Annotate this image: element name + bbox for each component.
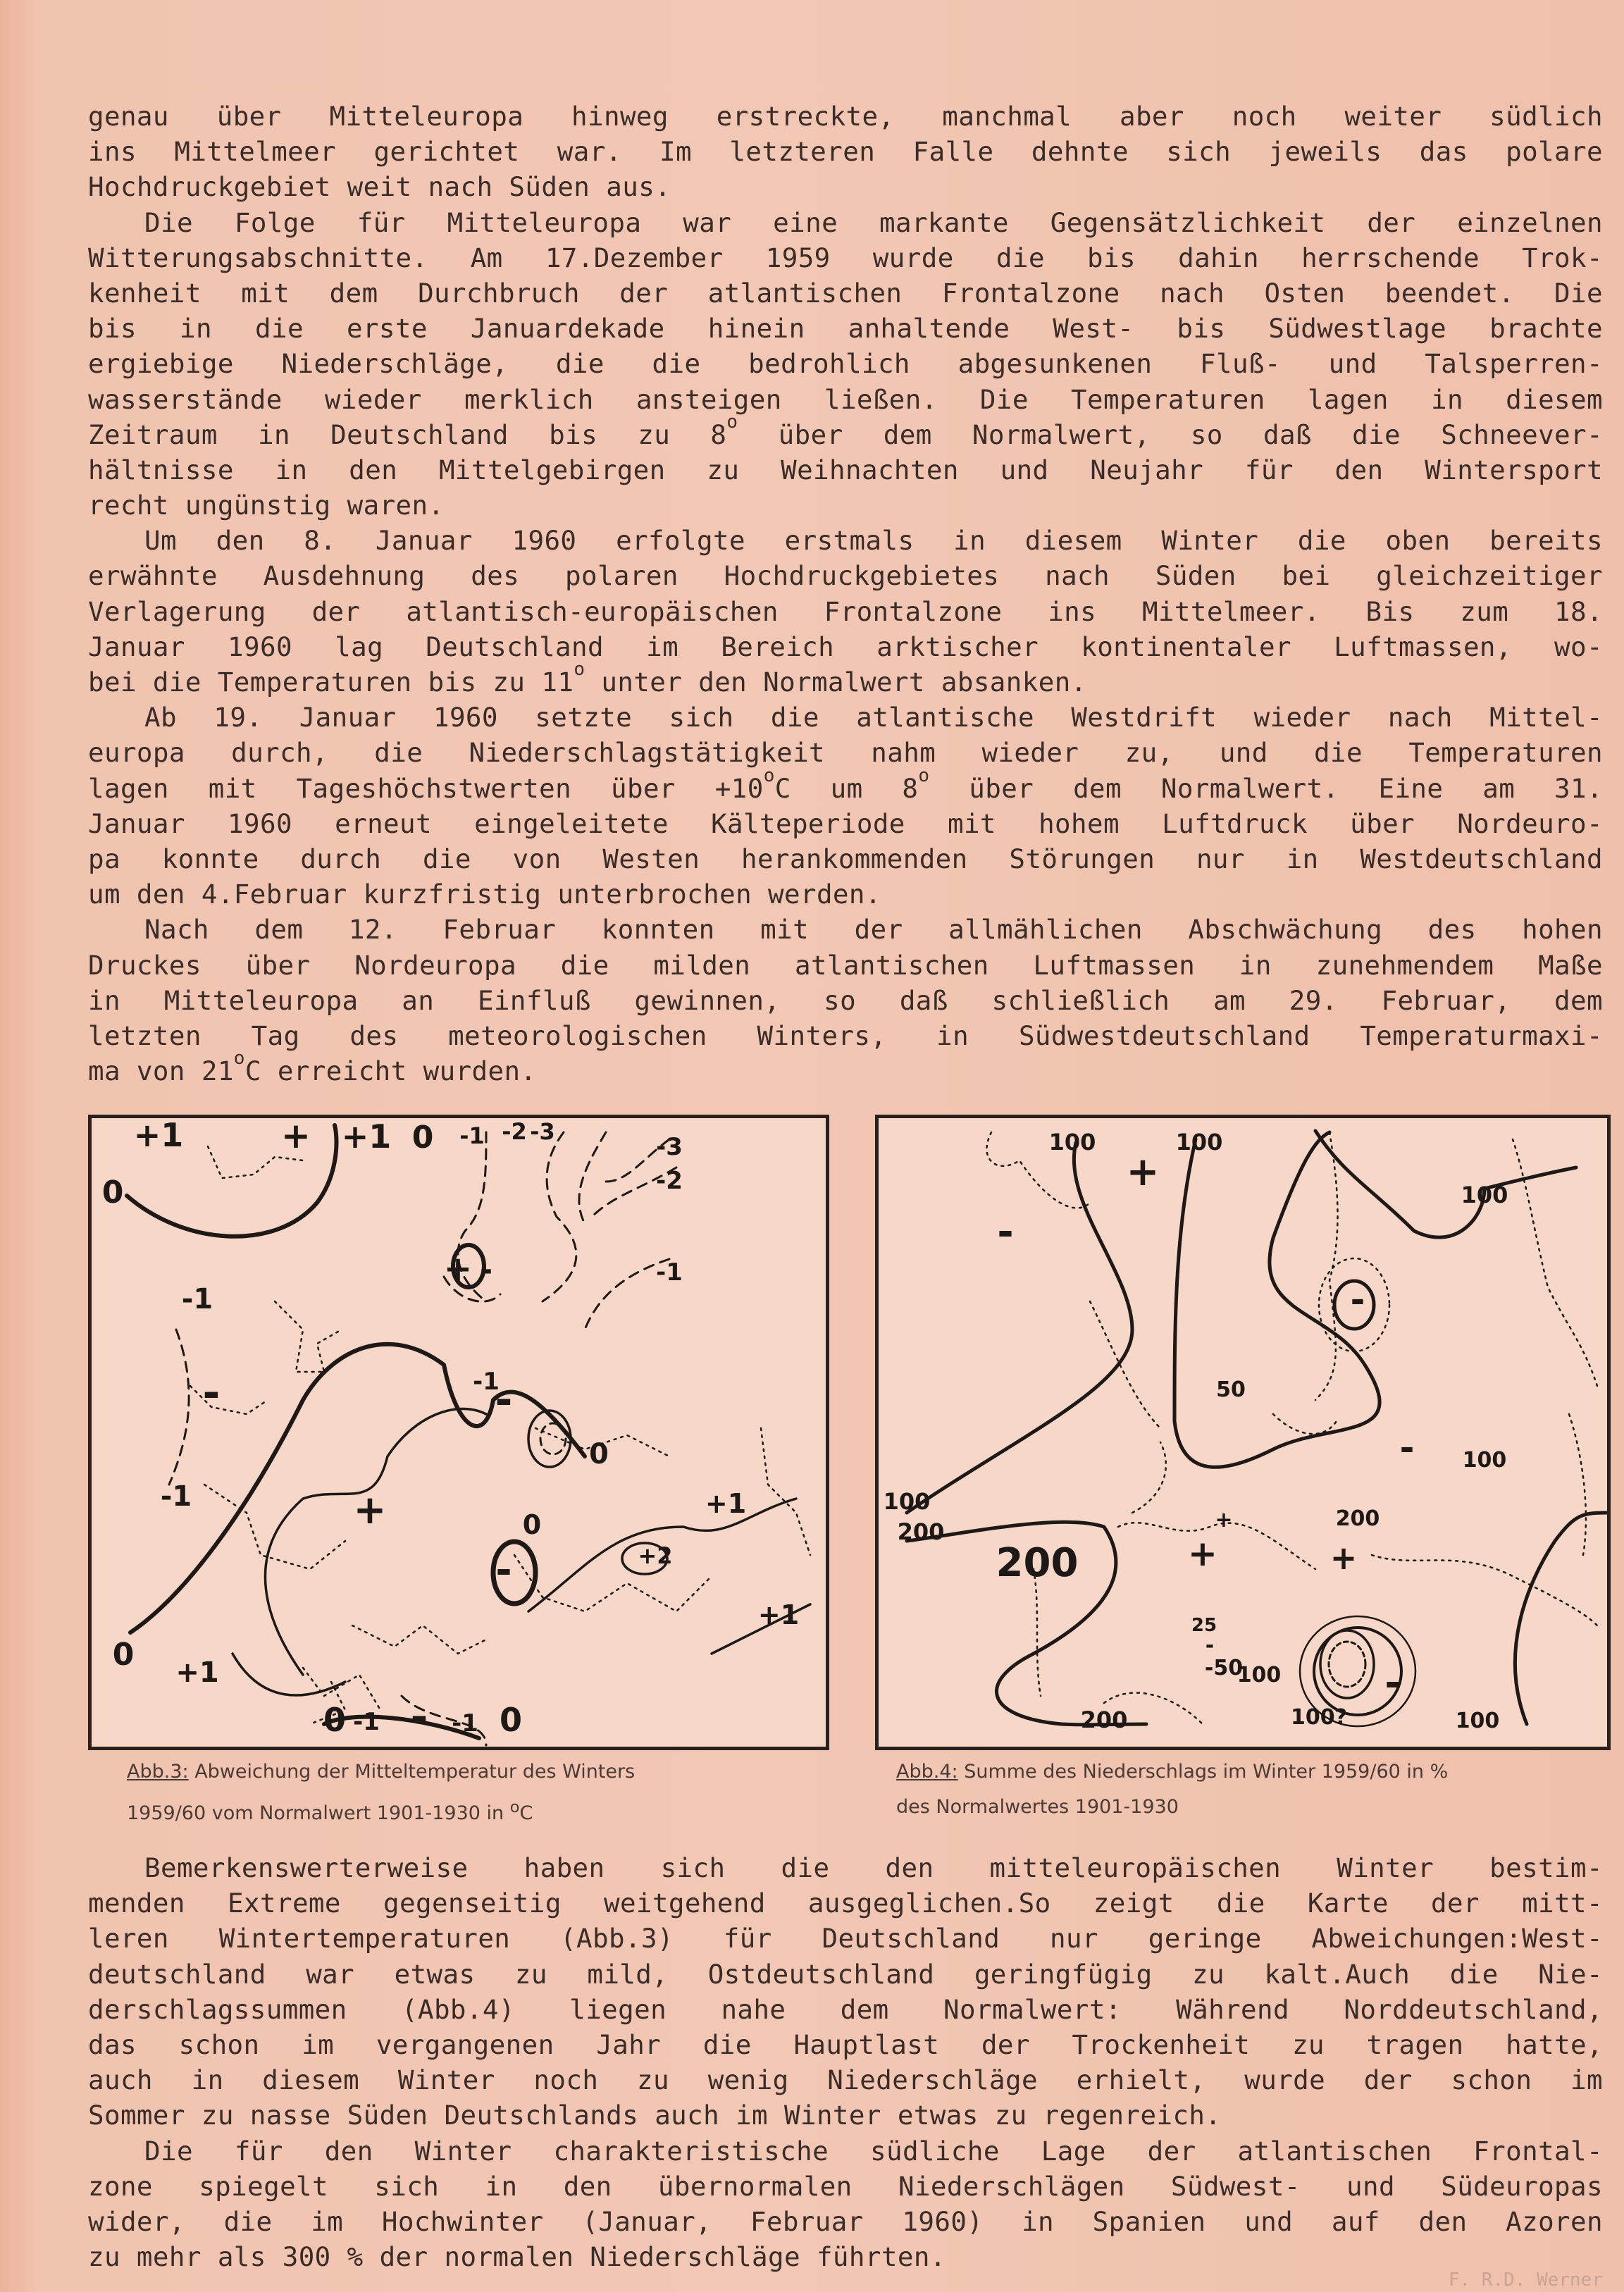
isoline-label: -1 bbox=[181, 1283, 213, 1315]
degree-sign: o bbox=[726, 411, 738, 433]
text-line: Hochdruckgebiet weit nach Süden aus. bbox=[88, 171, 671, 203]
isoline-label: -1 bbox=[160, 1480, 192, 1513]
text-line: ergiebige Niederschläge, die die bedrohlich abgesunkenen Fluß- und Talsperren- bbox=[88, 348, 1603, 380]
isoline-label: - bbox=[1384, 1660, 1401, 1706]
text-line: bis in die erste Januardekade hinein anhaltende West- bis Südwestlage brachte bbox=[88, 313, 1603, 345]
isoline-label: - bbox=[410, 1692, 428, 1742]
degree-sign: o bbox=[509, 1798, 520, 1816]
figure-4-caption-line1: Summe des Niederschlags im Winter 1959/60 in % bbox=[957, 1761, 1449, 1783]
text-segment: bei die Temperaturen bis zu 11 bbox=[88, 667, 574, 698]
isoline-label: +1 bbox=[757, 1599, 800, 1630]
text-line bbox=[88, 659, 1603, 700]
body-text-bottom bbox=[88, 1850, 1603, 2274]
figure-4-label: Abb.4: bbox=[896, 1761, 958, 1783]
text-line: in Mitteleuropa an Einfluß gewinnen, so daß schließlich am 29. Februar, dem bbox=[88, 984, 1603, 1016]
isoline-label: - bbox=[202, 1368, 221, 1418]
text-line: Die für den Winter charakteristische südliche Lage der atlantischen Frontal- bbox=[144, 2135, 1603, 2167]
isoline-label: - bbox=[1350, 1280, 1365, 1320]
isoline-label: 100? bbox=[1290, 1705, 1348, 1730]
isoline-label: -2 bbox=[656, 1167, 683, 1195]
degree-sign: o bbox=[918, 764, 930, 786]
isoline-label: - bbox=[1205, 1633, 1215, 1658]
isoline-label: -1 bbox=[656, 1258, 683, 1287]
degree-sign: o bbox=[233, 1048, 245, 1070]
text-segment: lagen mit Tageshöchstwerten über +10 bbox=[88, 772, 764, 804]
isoline-label: 0 bbox=[589, 1438, 609, 1470]
text-line: Druckes über Nordeuropa die milden atlantischen Luftmassen in zunehmendem Maße bbox=[88, 949, 1603, 981]
text-line: leren Wintertemperaturen (Abb.3) für Deutschland nur geringe Abweichungen:West- bbox=[88, 1923, 1603, 1955]
isoline-label: 100 bbox=[1455, 1709, 1500, 1733]
text-line: derschlagssummen (Abb.4) liegen nahe dem Normalwert: Während Norddeutschland, bbox=[88, 1993, 1603, 2025]
figure-3-label: Abb.3: bbox=[127, 1761, 189, 1783]
degree-sign: o bbox=[574, 659, 585, 680]
isoline-label: 0 bbox=[323, 1701, 347, 1739]
isoline-label: - bbox=[997, 1209, 1014, 1255]
isoline-label: -1 bbox=[459, 1122, 485, 1149]
isoline-label: - bbox=[479, 1252, 493, 1288]
figure-3-caption-line1: Abweichung der Mitteltemperatur des Winters bbox=[188, 1761, 636, 1783]
text-line: um den 4.Februar kurzfristig unterbrochen werden. bbox=[88, 879, 881, 910]
text-line: letzten Tag des meteorologischen Winters, in Südwestdeutschland Temperaturmaxi- bbox=[88, 1020, 1603, 1051]
text-line: erwähnte Ausdehnung des polaren Hochdruckgebietes nach Süden bei gleichzeitiger bbox=[88, 560, 1603, 592]
text-segment: über dem Normalwert, so daß die Schneever- bbox=[738, 419, 1603, 450]
figure-3-caption-line2: 1959/60 vom Normalwert 1901-1930 in bbox=[127, 1802, 510, 1824]
text-line: Sommer zu nasse Süden Deutschlands auch im Winter etwas zu regenreich. bbox=[88, 2100, 1222, 2131]
isoline-label: 0 bbox=[112, 1637, 135, 1673]
isoline-label: 100 bbox=[883, 1488, 931, 1515]
text-line: das schon im vergangenen Jahr die Hauptlast der Trockenheit zu tragen hatte, bbox=[88, 2028, 1603, 2060]
text-line: Bemerkenswerterweise haben sich die den mitteleuropäischen Winter bestim- bbox=[144, 1852, 1603, 1883]
text-segment: unter den Normalwert absanken. bbox=[585, 667, 1087, 698]
isoline-label: - bbox=[1399, 1427, 1415, 1468]
isoline-label: -3 bbox=[530, 1118, 555, 1145]
text-line bbox=[88, 411, 1603, 452]
text-line bbox=[88, 764, 1603, 806]
isoline-label: 100 bbox=[1175, 1129, 1223, 1156]
text-line: menden Extreme gegenseitig weitgehend ausgeglichen.So zeigt die Karte der mitt- bbox=[88, 1888, 1603, 1919]
text-line: hältnisse in den Mittelgebirgen zu Weihnachten und Neujahr für den Wintersport bbox=[88, 454, 1603, 485]
isoline-label: 100 bbox=[1461, 1182, 1508, 1208]
isoline-label: 100 bbox=[1236, 1663, 1282, 1687]
isoline-label: 200 bbox=[1080, 1706, 1128, 1733]
isoline-label: +2 bbox=[638, 1542, 673, 1569]
isoline-label: 0 bbox=[101, 1175, 124, 1210]
body-text-top bbox=[88, 99, 1603, 1089]
text-line: Um den 8. Januar 1960 erfolgte erstmals in diesem Winter die oben bereits bbox=[144, 525, 1603, 557]
text-line: auch in diesem Winter noch zu wenig Niederschläge erhielt, wurde der schon im bbox=[88, 2064, 1603, 2096]
text-line: Verlagerung der atlantisch-europäischen Frontalzone ins Mittelmeer. Bis zum 18. bbox=[88, 595, 1603, 627]
isoline-label: - bbox=[495, 1547, 512, 1593]
isoline-label: -2 bbox=[502, 1118, 527, 1145]
text-line: Die Folge für Mitteleuropa war eine markante Gegensätzlichkeit der einzelnen bbox=[144, 206, 1603, 238]
figure-4-map bbox=[875, 1115, 1611, 1750]
text-line: Januar 1960 erneut eingeleitete Kälteperiode mit hohem Luftdruck über Nordeuro- bbox=[88, 807, 1603, 839]
isoline-label: -1 bbox=[452, 1709, 478, 1737]
isoline-label: +1 bbox=[133, 1118, 184, 1154]
isoline-label: 200 bbox=[996, 1540, 1079, 1586]
text-line: genau über Mitteleuropa hinweg erstreckte, manchmal aber noch weiter südlich bbox=[88, 101, 1603, 132]
text-line: Ab 19. Januar 1960 setzte sich die atlantische Westdrift wieder nach Mittel- bbox=[144, 702, 1603, 733]
text-segment: ma von 21 bbox=[88, 1055, 234, 1087]
isoline-label: + bbox=[443, 1249, 473, 1289]
figure-4-caption bbox=[896, 1754, 1601, 1825]
unit: C bbox=[519, 1802, 533, 1824]
text-line: europa durch, die Niederschlagstätigkeit nahm wieder zu, und die Temperaturen bbox=[88, 737, 1603, 769]
figure-4-caption-line2: des Normalwertes 1901-1930 bbox=[896, 1796, 1179, 1818]
isoline-label: + bbox=[1215, 1508, 1233, 1532]
temperature-anomaly-chart bbox=[92, 1118, 826, 1747]
isoline-label: +1 bbox=[341, 1118, 392, 1156]
isoline-label: -1 bbox=[473, 1368, 500, 1396]
isoline-label: -3 bbox=[656, 1133, 683, 1161]
isoline-label: 100 bbox=[1462, 1448, 1507, 1473]
isoline-label: + bbox=[281, 1118, 311, 1156]
text-segment: C um 8 bbox=[774, 772, 919, 804]
signature: F. R.D. Werner bbox=[1448, 2269, 1603, 2291]
text-line: ins Mittelmeer gerichtet war. Im letzteren Falle dehnte sich jeweils das polare bbox=[88, 136, 1603, 168]
isoline-label: 0 bbox=[522, 1509, 542, 1540]
isoline-label: -50 bbox=[1204, 1656, 1244, 1680]
text-line: pa konnte durch die von Westen herankommenden Störungen nur in Westdeutschland bbox=[88, 843, 1603, 874]
text-line: Januar 1960 lag Deutschland im Bereich arktischer kontinentaler Luftmassen, wo- bbox=[88, 631, 1603, 662]
isoline-label: 0 bbox=[411, 1120, 434, 1156]
text-line: wider, die im Hochwinter (Januar, Februar 1960) in Spanien und auf den Azoren bbox=[88, 2205, 1603, 2237]
text-line bbox=[88, 1048, 1603, 1089]
isoline-label: + bbox=[1126, 1149, 1160, 1195]
text-segment: Zeitraum in Deutschland bis zu 8 bbox=[88, 419, 727, 450]
isoline-label: 50 bbox=[1216, 1377, 1246, 1402]
isoline-label: + bbox=[353, 1487, 387, 1533]
isoline-label: +1 bbox=[705, 1488, 747, 1519]
figure-3-map bbox=[88, 1115, 829, 1750]
figure-3-caption bbox=[127, 1754, 817, 1831]
isoline-label: - bbox=[495, 1375, 513, 1425]
text-line: kenheit mit dem Durchbruch der atlantischen Frontalzone nach Osten beendet. Die bbox=[88, 277, 1603, 309]
isoline-label: 25 bbox=[1191, 1615, 1217, 1636]
text-segment: über dem Normalwert. Eine am 31. bbox=[929, 772, 1603, 804]
precipitation-chart bbox=[879, 1118, 1607, 1747]
text-line: Nach dem 12. Februar konnten mit der allmählichen Abschwächung des hohen bbox=[144, 914, 1603, 946]
isoline-label: -1 bbox=[353, 1708, 380, 1736]
text-segment: C erreicht wurden. bbox=[244, 1055, 537, 1087]
text-line: deutschland war etwas zu mild, Ostdeutschland geringfügig zu kalt.Auch die Nie- bbox=[88, 1958, 1603, 1990]
isoline-label: 0 bbox=[499, 1701, 523, 1739]
text-line: Witterungsabschnitte. Am 17.Dezember 1959 wurde die bis dahin herrschende Trok- bbox=[88, 242, 1603, 273]
isoline-label: 200 bbox=[1335, 1506, 1380, 1531]
isoline-label: + bbox=[1188, 1533, 1217, 1574]
text-line: zone spiegelt sich in den übernormalen Niederschlägen Südwest- und Südeuropas bbox=[88, 2170, 1603, 2202]
text-line: zu mehr als 300 % der normalen Niederschläge führten. bbox=[88, 2241, 946, 2273]
degree-sign: o bbox=[763, 764, 775, 786]
isoline-label: +1 bbox=[175, 1656, 219, 1689]
text-line: recht ungünstig waren. bbox=[88, 490, 445, 521]
isoline-label: + bbox=[1329, 1539, 1358, 1577]
isoline-label: 200 bbox=[897, 1518, 945, 1545]
isoline-label: 100 bbox=[1048, 1129, 1096, 1156]
text-line: wasserstände wieder merklich ansteigen ließen. Die Temperaturen lagen in diesem bbox=[88, 383, 1603, 415]
